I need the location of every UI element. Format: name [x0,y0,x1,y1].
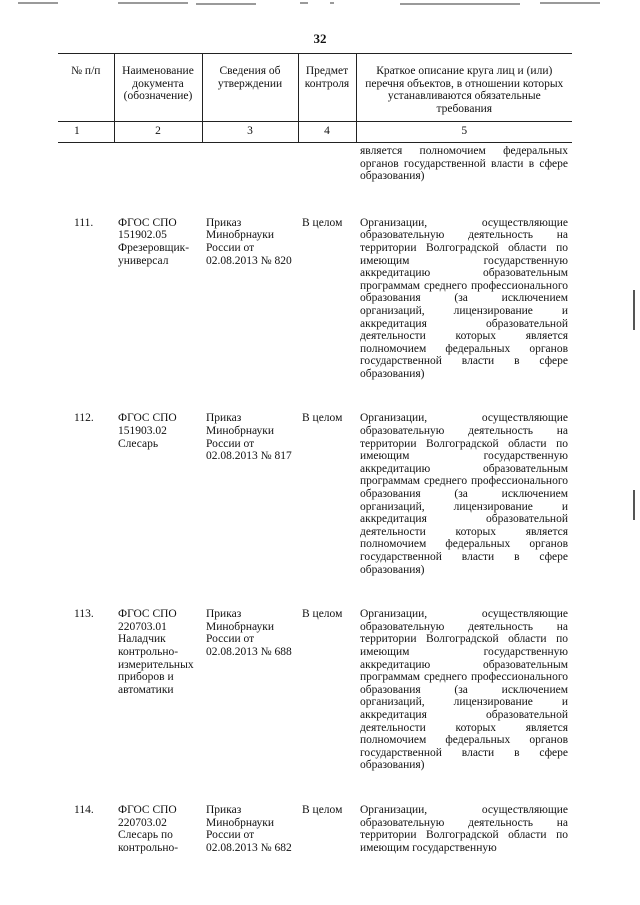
header-document-name: Наименование документа (обозначение) [114,54,202,122]
column-number: 3 [202,122,298,143]
table-row [58,380,572,576]
table-row [58,576,572,772]
table-row [58,772,572,854]
row-number: 111. [74,216,94,229]
scan-edge-mark [633,490,635,520]
column-number-row [58,122,572,143]
document-name: ФГОС СПО 151902.05 Фрезеровщик-универсал [118,216,190,267]
continuation-row [58,142,572,182]
approval-info: Приказ Минобрнауки России от 02.08.2013 № 817 [206,412,292,463]
document-name: ФГОС СПО 151903.02 Слесарь [118,412,177,450]
scan-edge-mark [633,290,635,330]
column-number: 2 [114,122,202,143]
document-name: ФГОС СПО 220703.02 Слесарь по контрольно- [118,803,179,854]
control-subject: В целом [302,412,343,425]
control-subject: В целом [302,216,343,229]
approval-info: Приказ Минобрнауки России от 02.08.2013 № 688 [206,608,292,658]
table-row [58,183,572,381]
column-number: 1 [58,122,114,143]
control-subject: В целом [302,803,343,816]
row-number: 113. [74,608,94,621]
description: Организации, осуществляющие образовательную деятельность на территории Волгоградской области по имеющим государственную [360,803,568,854]
column-number: 4 [298,122,356,143]
row-number: 114. [74,803,94,816]
header-approval-info: Сведения об утверждении [202,54,298,122]
header-row [58,54,572,122]
document-name: ФГОС СПО 220703.01 Наладчик контрольно-измерительных приборов и автоматики [118,608,194,696]
control-subject: В целом [302,608,343,621]
row-number: 112. [74,412,94,425]
header-number: № п/п [58,54,114,122]
description: Организации, осуществляющие образовательную деятельность на территории Волгоградской области по имеющим государственную аккредитацию образовательным программам среднего профессионального образования (за исключением организаций, лицензирование и аккредитация образовательной деятельности которых является полномочием федеральных органов государственной власти в сфере образования) [360,608,568,772]
header-control-subject: Предмет контроля [298,54,356,122]
header-description: Краткое описание круга лиц и (или) перечня объектов, в отношении которых устанавливаются обязательные требования [356,54,572,122]
approval-info: Приказ Минобрнауки России от 02.08.2013 № 820 [206,216,292,267]
description: Организации, осуществляющие образовательную деятельность на территории Волгоградской области по имеющим государственную аккредитацию образовательным программам среднего профессионального образования (за исключением организаций, лицензирование и аккредитация образовательной деятельности которых является полномочием федеральных органов государственной власти в сфере образования) [360,216,568,380]
column-number: 5 [356,122,572,143]
continuation-text: является полномочием федеральных органов государственной власти в сфере образования) [360,144,568,183]
requirements-table [58,53,572,854]
description: Организации, осуществляющие образовательную деятельность на территории Волгоградской области по имеющим государственную аккредитацию образовательным программам среднего профессионального образования (за исключением организаций, лицензирование и аккредитация образовательной деятельности которых является полномочием федеральных органов государственной власти в сфере образования) [360,412,568,576]
scan-artifact-top [0,0,640,10]
approval-info: Приказ Минобрнауки России от 02.08.2013 № 682 [206,803,292,854]
page-number: 32 [313,31,327,46]
